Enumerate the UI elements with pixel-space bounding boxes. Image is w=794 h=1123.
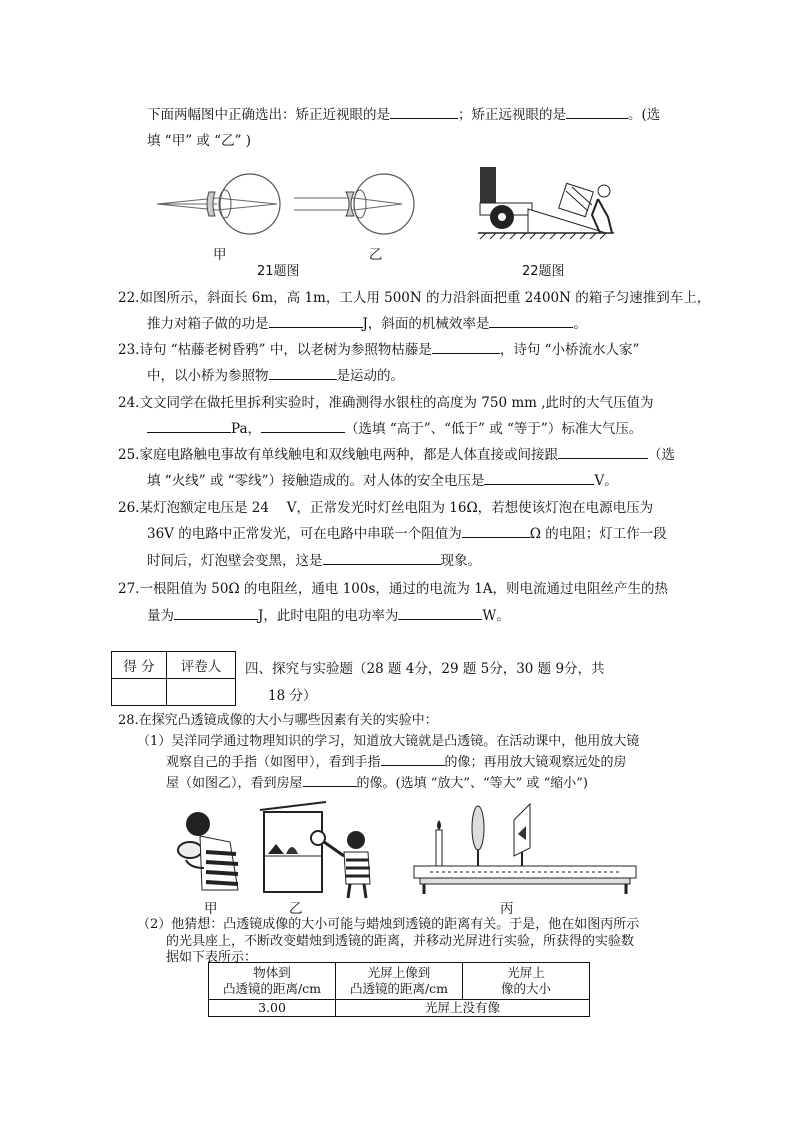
- q22-line1: 22.如图所示，斜面长 6m，高 1m，工人用 500N 的力沿斜面把重 2400N 的箱子匀速推到车上，: [118, 290, 711, 306]
- q25-text-b: （选: [647, 447, 675, 463]
- q25-blank-voltage[interactable]: [484, 470, 594, 485]
- q23-line2: [147, 364, 404, 384]
- q24-line1: 24.文文同学在做托里拆利实验时，准确测得水银柱的高度为 750 mm ,此时的大气压值为: [118, 395, 654, 411]
- fig28-label-yi: 乙: [289, 901, 303, 917]
- q27-blank-power[interactable]: [398, 605, 482, 620]
- q28-text-b: 的像；再用放大镜观察远处的房: [444, 755, 627, 770]
- magnifier-boy-figure: [160, 808, 250, 898]
- q24-text-b: （选填 “高于”、“低于” 或 “等于”）标准大气压。: [345, 421, 643, 437]
- fig28-label-bing: 丙: [500, 901, 514, 917]
- q26-line3: [147, 549, 481, 569]
- q22-text-a: 推力对箱子做的功是: [147, 316, 269, 332]
- q27-text-a: 量为: [147, 608, 174, 624]
- row1-object-distance: 3.00: [209, 1000, 336, 1017]
- q23-text-b: ，诗句 “小桥流水人家”: [499, 342, 640, 358]
- eye-diagram-jia: [155, 168, 285, 240]
- q25-text-a: 25.家庭电路触电事故有单线触电和双线触电两种，都是人体直接或间接跟: [118, 447, 558, 463]
- header-image-size-line1: 光屏上: [507, 965, 545, 980]
- fig22-caption: 22题图: [522, 264, 565, 279]
- q23-line1: [118, 338, 639, 358]
- q21-line2: 填 “甲” 或 “乙” ): [147, 133, 252, 149]
- q25-text-d: V。: [594, 473, 618, 489]
- q27-line2: [147, 604, 510, 624]
- q23-blank-1[interactable]: [432, 339, 500, 354]
- q27-blank-heat[interactable]: [174, 605, 258, 620]
- q28-p1-line3: [166, 772, 588, 791]
- q28-blank-finger[interactable]: [381, 751, 445, 766]
- fig21-caption: 21题图: [257, 264, 300, 279]
- q23-text-d: 是运动的。: [336, 368, 404, 384]
- fig28-label-jia: 甲: [204, 901, 218, 917]
- section4-title: 四、探究与实验题（28 题 4分，29 题 5分，30 题 9分，共: [245, 661, 605, 677]
- q24-blank-pressure[interactable]: [147, 418, 231, 433]
- grader-cell[interactable]: [167, 679, 236, 706]
- header-object-distance-line1: 物体到: [253, 965, 291, 980]
- header-image-distance-line2: 凸透镜的距离/cm: [349, 981, 449, 996]
- fig21-label-yi: 乙: [369, 247, 383, 263]
- q22-text-b: J，斜面的机械效率是: [362, 316, 490, 332]
- q27-text-b: J，此时电阻的电功率为: [258, 608, 399, 624]
- q28-p2-line2: 的光具座上，不断改变蜡烛到透镜的距离，并移动光屏进行实验，所获得的实验数: [166, 934, 635, 949]
- section4-title-line2: 18 分）: [268, 688, 317, 704]
- q21-line1: [147, 103, 660, 123]
- q22-line2: [147, 312, 587, 332]
- eye-diagram-yi: [292, 168, 422, 240]
- table-row: [209, 1000, 590, 1017]
- incline-figure: [476, 165, 616, 240]
- q27-text-c: W。: [482, 608, 510, 624]
- q28-p1-line2: [166, 751, 627, 770]
- q28-text-a: 观察自己的手指（如图甲），看到手指: [166, 755, 381, 770]
- q22-text-c: 。: [573, 316, 587, 332]
- q26-line2: [147, 522, 667, 542]
- q28-intro: 28.在探究凸透镜成像的大小与哪些因素有关的实验中：: [118, 713, 438, 728]
- header-object-distance: [209, 963, 336, 1000]
- q21-blank-myopia[interactable]: [390, 104, 458, 119]
- q25-line1: [118, 443, 675, 463]
- q26-text-b: Ω 的电阻；灯工作一段: [529, 526, 667, 542]
- q21-blank-hyperopia[interactable]: [566, 104, 628, 119]
- header-image-distance: [336, 963, 463, 1000]
- q28-p1-line1: （1）吴洋同学通过物理知识的学习，知道放大镜就是凸透镜。在活动课中，他用放大镜: [137, 734, 640, 749]
- q25-text-c: 填 “火线” 或 “零线”）接触造成的。对人体的安全电压是: [147, 473, 485, 489]
- q24-text-a: Pa，: [231, 421, 262, 437]
- q23-text-a: 23.诗句 “枯藤老树昏鸦” 中，以老树为参照物枯藤是: [118, 342, 432, 358]
- score-label: 得 分: [112, 652, 167, 679]
- q28-text-d: 的像。(选填 “放大”、“等大” 或 “缩小”): [356, 776, 588, 791]
- row1-result: 光屏上没有像: [336, 1000, 590, 1017]
- fig21-label-jia: 甲: [213, 247, 227, 263]
- q28-p2-line1: （2）他猜想：凸透镜成像的大小可能与蜡烛到透镜的距离有关。于是，他在如图丙所示: [137, 917, 640, 932]
- q28-blank-house[interactable]: [303, 772, 357, 787]
- header-image-size: [463, 963, 590, 1000]
- q28-text-c: 屋（如图乙），看到房屋: [166, 776, 303, 791]
- experiment-data-table: [208, 962, 590, 1017]
- q27-line1: 27.一根阻值为 50Ω 的电阻丝，通电 100s，通过的电流为 1A，则电流通过电阻丝产生的热: [118, 581, 669, 597]
- q22-blank-work[interactable]: [269, 313, 363, 328]
- q25-blank-wire[interactable]: [558, 444, 648, 459]
- window-boy-figure: [258, 800, 378, 900]
- header-image-size-line2: 像的大小: [500, 981, 551, 996]
- q26-blank-resistance[interactable]: [462, 523, 530, 538]
- q25-line2: [147, 469, 618, 489]
- q24-line2: [147, 417, 642, 437]
- q26-line1: 26.某灯泡额定电压是 24 V，正常发光时灯丝电阻为 16Ω，若想使该灯泡在电源电压为: [118, 500, 654, 516]
- q24-blank-compare[interactable]: [261, 418, 345, 433]
- q22-blank-efficiency[interactable]: [489, 313, 573, 328]
- optical-bench-figure: [410, 800, 640, 896]
- header-object-distance-line2: 凸透镜的距离/cm: [222, 981, 322, 996]
- score-table: [111, 651, 236, 706]
- grader-label: 评卷人: [167, 652, 236, 679]
- q28-p2-line3: 据如下表所示：: [166, 950, 258, 965]
- q26-text-d: 现象。: [440, 553, 481, 569]
- q26-blank-phenomenon[interactable]: [323, 550, 441, 565]
- score-cell[interactable]: [112, 679, 167, 706]
- header-image-distance-line1: 光屏上像到: [367, 965, 431, 980]
- table-header-row: [209, 963, 590, 1000]
- q21-text-c: 。(选: [628, 107, 661, 123]
- q23-text-c: 中，以小桥为参照物: [147, 368, 269, 384]
- q21-text-a: 下面两幅图中正确选出：矫正近视眼的是: [147, 107, 390, 123]
- q21-text-b: ；矫正远视眼的是: [458, 107, 566, 123]
- q26-text-c: 时间后，灯泡壁会变黑，这是: [147, 553, 323, 569]
- q23-blank-2[interactable]: [269, 365, 337, 380]
- q26-text-a: 36V 的电路中正常发光，可在电路中串联一个阻值为: [147, 526, 462, 542]
